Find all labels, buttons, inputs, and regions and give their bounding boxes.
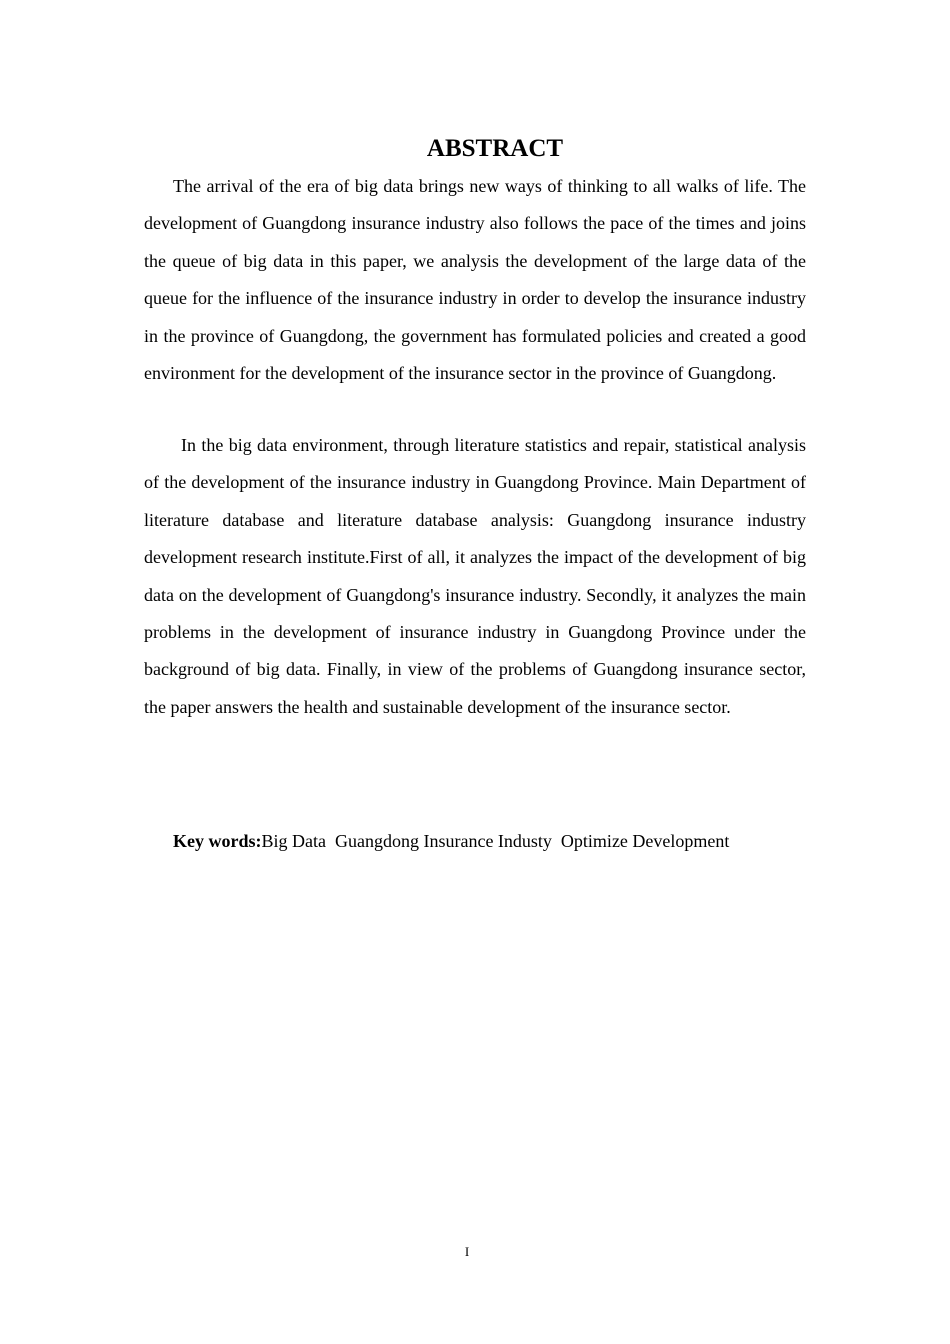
abstract-paragraph-1-block — [144, 168, 806, 392]
abstract-paragraph-2-block — [144, 427, 806, 726]
abstract-title: ABSTRACT — [426, 135, 564, 162]
keywords-line — [173, 826, 729, 856]
page-number: I — [464, 1244, 470, 1259]
abstract-paragraph-2: In the big data environment, through literature statistics and repair, statistical analysis of the development of the insurance industry in Guangdong Province. Main Department of literature database and literature database analysis: Guangdong insurance industry development research institute.First of all, it analyzes the impact of the development of big data on the development of Guangdong's insurance industry. Secondly, it analyzes the main problems in the development of insurance industry in Guangdong Province under the background of big data. Finally, in view of the problems of Guangdong insurance sector, the paper answers the health and sustainable development of the insurance sector. — [144, 435, 806, 717]
keywords-value: Big Data Guangdong Insurance Industy Optimize Development — [261, 831, 730, 851]
abstract-paragraph-1: The arrival of the era of big data brings new ways of thinking to all walks of life. The development of Guangdong insurance industry also follows the pace of the times and joins the queue of big data in this paper, we analysis the development of the large data of the queue for the influence of the insurance industry in order to develop the insurance industry in the province of Guangdong, the government has formulated policies and created a good environment for the development of the insurance sector in the province of Guangdong. — [144, 176, 806, 384]
keywords-label: Key words: — [173, 831, 262, 851]
